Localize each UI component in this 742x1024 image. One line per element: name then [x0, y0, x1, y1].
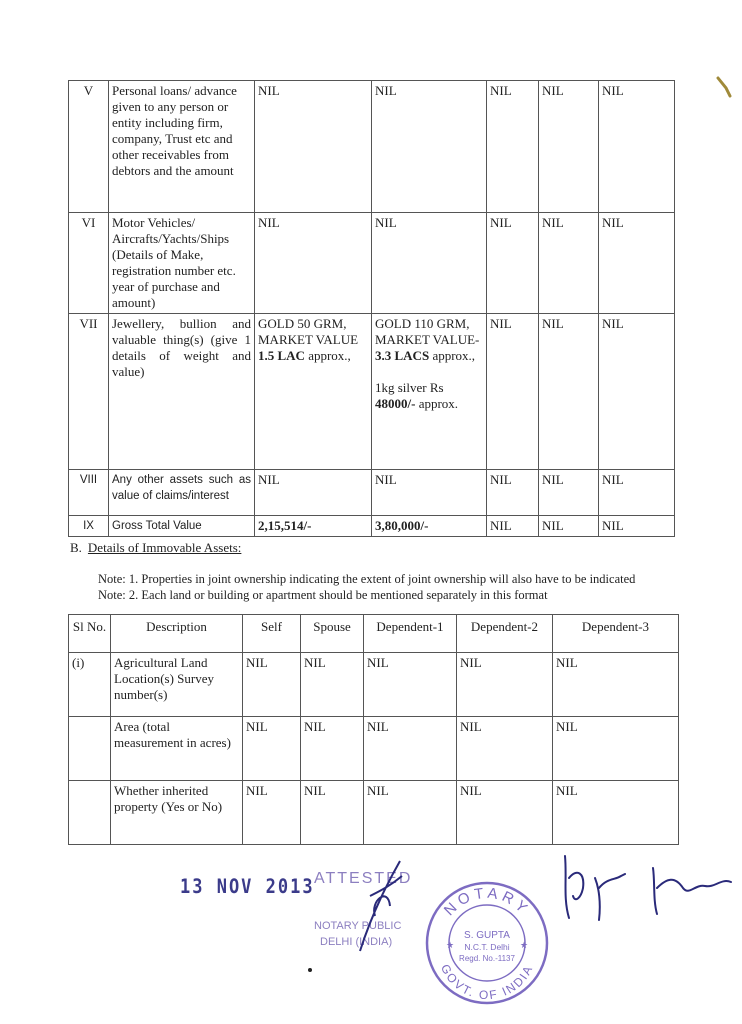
dependent-1-value: NIL: [487, 81, 539, 213]
row-description: Agricultural Land Location(s) Survey number(s): [111, 653, 243, 717]
row-sl-no: (i): [69, 653, 111, 717]
header-sl-no: Sl No.: [69, 615, 111, 653]
seal-name: S. GUPTA: [464, 930, 510, 941]
row-number: VIII: [69, 470, 109, 516]
header-dependent-2: Dependent-2: [457, 615, 553, 653]
table-row: [69, 213, 675, 314]
spouse-value: NIL: [301, 781, 364, 845]
dependent-3-value: NIL: [599, 470, 675, 516]
header-spouse: Spouse: [301, 615, 364, 653]
dependent-2-value: NIL: [539, 314, 599, 470]
dependent-1-value: NIL: [364, 781, 457, 845]
dependent-1-value: NIL: [487, 213, 539, 314]
spouse-value: NIL: [372, 470, 487, 516]
table-row: [69, 314, 675, 470]
dependent-1-value: NIL: [364, 717, 457, 781]
spouse-value: NIL: [301, 653, 364, 717]
immovable-assets-table: [68, 614, 679, 845]
dependent-2-value: NIL: [457, 653, 553, 717]
date-stamp: 13 NOV 2013: [180, 875, 315, 899]
spouse-total: 3,80,000/-: [372, 516, 487, 537]
dependent-3-value: NIL: [553, 717, 679, 781]
note-joint-ownership: Note: 1. Properties in joint ownership indicating the extent of joint ownership will also have to be indicated: [98, 572, 636, 586]
section-letter: B.: [70, 540, 82, 555]
row-description: Gross Total Value: [109, 516, 255, 537]
spouse-value: NIL: [372, 81, 487, 213]
attested-label: ATTESTED: [314, 870, 413, 887]
note-separate-format: Note: 2. Each land or building or apartment should be mentioned separately in this format: [98, 588, 548, 602]
table-row: [69, 81, 675, 213]
table-row: [69, 781, 679, 845]
spouse-value: NIL: [301, 717, 364, 781]
self-value: NIL: [243, 781, 301, 845]
seal-star-icon: ★: [520, 941, 529, 951]
row-description: Motor Vehicles/ Aircrafts/Yachts/Ships (Details of Make, registration number etc. year of purchase and amount): [109, 213, 255, 314]
attested-stamp: [300, 860, 430, 960]
dependent-3-value: NIL: [599, 516, 675, 537]
self-value: NIL: [255, 470, 372, 516]
dependent-3-value: NIL: [599, 314, 675, 470]
table-row: [69, 717, 679, 781]
seal-bottom-text: GOVT. OF INDIA: [437, 961, 536, 1003]
dependent-3-value: NIL: [599, 81, 675, 213]
table-row: [69, 516, 675, 537]
spouse-value: NIL: [372, 213, 487, 314]
row-description: Area (total measurement in acres): [111, 717, 243, 781]
self-value: NIL: [255, 81, 372, 213]
self-value: GOLD 50 GRM, MARKET VALUE 1.5 LAC approx.,: [255, 314, 372, 470]
dependent-1-value: NIL: [487, 516, 539, 537]
dependent-2-value: NIL: [539, 516, 599, 537]
header-self: Self: [243, 615, 301, 653]
dependent-3-value: NIL: [553, 781, 679, 845]
row-sl-no: [69, 717, 111, 781]
table-header-row: [69, 615, 679, 653]
attest-signature-icon: [340, 856, 410, 956]
corner-ink-mark: [716, 76, 732, 98]
header-description: Description: [111, 615, 243, 653]
notary-seal: [424, 880, 550, 1006]
table-row: [69, 653, 679, 717]
dependent-2-value: NIL: [457, 717, 553, 781]
seal-star-icon: ★: [446, 941, 455, 951]
self-total: 2,15,514/-: [255, 516, 372, 537]
dependent-1-value: NIL: [364, 653, 457, 717]
self-value: NIL: [243, 653, 301, 717]
dependent-2-value: NIL: [539, 470, 599, 516]
dependent-1-value: NIL: [487, 314, 539, 470]
seal-top-text: NOTARY: [440, 884, 534, 920]
header-dependent-3: Dependent-3: [553, 615, 679, 653]
row-number: VI: [69, 213, 109, 314]
row-description: Whether inherited property (Yes or No): [111, 781, 243, 845]
handwritten-signature-icon: [555, 848, 735, 928]
row-description: Any other assets such as value of claims/interest: [109, 470, 255, 516]
row-description: Personal loans/ advance given to any person or entity including firm, company, Trust etc and other receivables from debtors and the amount: [109, 81, 255, 213]
row-number: IX: [69, 516, 109, 537]
self-value: NIL: [243, 717, 301, 781]
dependent-2-value: NIL: [539, 81, 599, 213]
section-b-heading: [70, 540, 241, 556]
dependent-2-value: NIL: [539, 213, 599, 314]
self-value: NIL: [255, 213, 372, 314]
notary-public-label: NOTARY PUBLIC: [314, 920, 402, 932]
spouse-value: GOLD 110 GRM, MARKET VALUE- 3.3 LACS approx., 1kg silver Rs 48000/- approx.: [372, 314, 487, 470]
notary-location-label: DELHI (INDIA): [320, 936, 393, 948]
table-row: [69, 470, 675, 516]
row-description: Jewellery, bullion and valuable thing(s) (give 1 details of weight and value): [109, 314, 255, 470]
row-number: V: [69, 81, 109, 213]
header-dependent-1: Dependent-1: [364, 615, 457, 653]
dependent-3-value: NIL: [599, 213, 675, 314]
movable-assets-table: [68, 80, 675, 537]
row-sl-no: [69, 781, 111, 845]
dependent-2-value: NIL: [457, 781, 553, 845]
seal-registration: Regd. No.-1137: [459, 954, 515, 963]
dependent-1-value: NIL: [487, 470, 539, 516]
row-number: VII: [69, 314, 109, 470]
dependent-3-value: NIL: [553, 653, 679, 717]
section-title: Details of Immovable Assets:: [87, 540, 242, 555]
seal-place: N.C.T. Delhi: [464, 942, 510, 952]
ink-dot: [308, 968, 312, 972]
